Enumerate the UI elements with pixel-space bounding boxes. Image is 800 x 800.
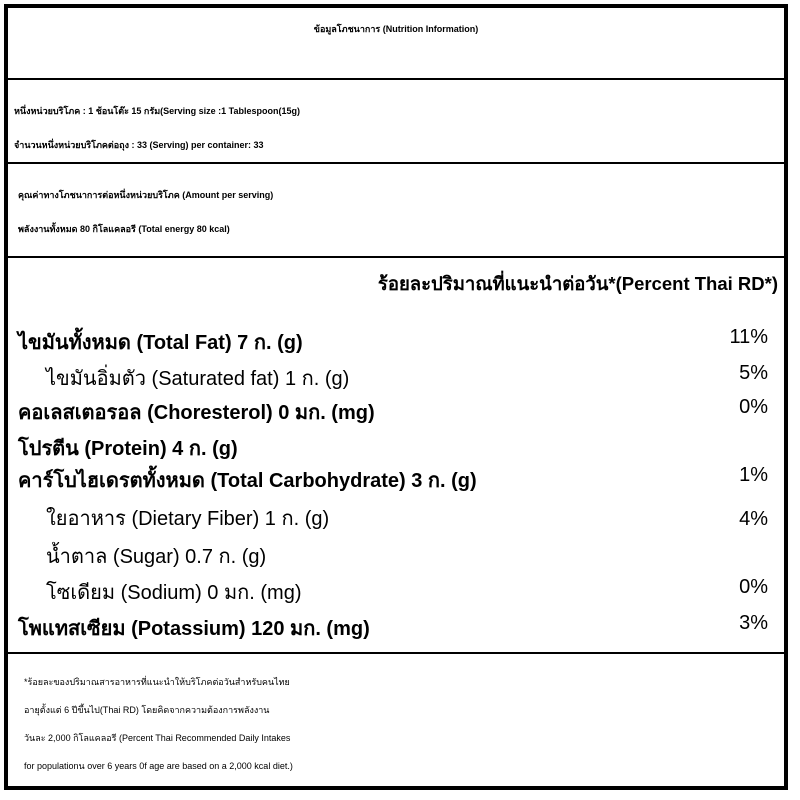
nutrient-percent: 1% bbox=[739, 464, 768, 486]
footnote-line: *ร้อยละของปริมาณสารอาหารที่แนะนำให้บริโภคต่อวันสำหรับคนไทย bbox=[24, 677, 290, 687]
nutrient-row-protein bbox=[18, 432, 768, 466]
nutrient-label: โปรตีน (Protein) 4 ก. (g) bbox=[18, 438, 238, 460]
nutrient-label: คาร์โบไฮเดรตทั้งหมด (Total Carbohydrate) 3 ก. (g) bbox=[18, 470, 477, 492]
nutrient-label: โซเดียม (Sodium) 0 มก. (mg) bbox=[46, 582, 302, 604]
nutrient-label: ไขมันอิ่มตัว (Saturated fat) 1 ก. (g) bbox=[46, 368, 350, 390]
divider bbox=[8, 652, 784, 654]
divider bbox=[8, 162, 784, 164]
nutrient-row-saturated-fat bbox=[18, 362, 768, 396]
label-title: ข้อมูลโภชนาการ (Nutrition Information) bbox=[313, 24, 479, 34]
nutrient-row-sugar bbox=[18, 540, 768, 574]
divider bbox=[8, 256, 784, 258]
nutrient-row-total-carbohydrate bbox=[18, 464, 768, 498]
nutrition-label bbox=[4, 4, 788, 790]
serving-info bbox=[14, 94, 784, 162]
nutrient-percent: 4% bbox=[739, 508, 768, 530]
footnote bbox=[24, 668, 784, 780]
nutrient-row-sodium bbox=[18, 576, 768, 610]
nutrient-label: น้ำตาล (Sugar) 0.7 ก. (g) bbox=[46, 546, 267, 568]
footnote-line: วันละ 2,000 กิโลแคลอรี (Percent Thai Recommended Daily Intakes bbox=[24, 733, 291, 743]
nutrient-percent: 0% bbox=[739, 396, 768, 418]
nutrient-percent: 5% bbox=[739, 362, 768, 384]
nutrient-row-dietary-fiber bbox=[18, 502, 768, 536]
nutrient-percent: 3% bbox=[739, 612, 768, 634]
nutrient-label: ใยอาหาร (Dietary Fiber) 1 ก. (g) bbox=[46, 508, 330, 530]
footnote-line: for populationน over 6 years 0f age are based on a 2,000 kcal diet.) bbox=[24, 761, 293, 771]
nutrient-row-total-fat bbox=[18, 326, 768, 360]
amount-per-serving-block bbox=[18, 178, 784, 246]
percent-rd-header: ร้อยละปริมาณที่แนะนำต่อวัน*(Percent Thai RD*) bbox=[377, 273, 778, 294]
serving-size: หนึ่งหน่วยบริโภค : 1 ช้อนโต๊ะ 15 กรัม(Serving size :1 Tablespoon(15g) bbox=[14, 106, 300, 116]
nutrient-label: คอเลสเตอรอล (Choresterol) 0 มก. (mg) bbox=[18, 402, 375, 424]
servings-per-container: จำนวนหนึ่งหน่วยบริโภคต่อถุง : 33 (Serving) per container: 33 bbox=[14, 140, 264, 150]
total-energy: พลังงานทั้งหมด 80 กิโลแคลอรี (Total energy 80 kcal) bbox=[18, 224, 230, 234]
nutrient-row-cholesterol bbox=[18, 396, 768, 430]
amount-per-serving: คุณค่าทางโภชนาการต่อหนึ่งหน่วยบริโภค (Amount per serving) bbox=[18, 190, 274, 200]
nutrient-label: โพแทสเซียม (Potassium) 120 มก. (mg) bbox=[18, 618, 370, 640]
nutrient-row-potassium bbox=[18, 612, 768, 646]
footnote-line: อายุตั้งแต่ 6 ปีขึ้นไป(Thai RD) โดยคิดจากความต้องการพลังงาน bbox=[24, 705, 270, 715]
divider bbox=[8, 78, 784, 80]
nutrient-percent: 11% bbox=[729, 326, 768, 348]
nutrient-percent: 0% bbox=[739, 576, 768, 598]
nutrient-label: ไขมันทั้งหมด (Total Fat) 7 ก. (g) bbox=[18, 332, 303, 354]
